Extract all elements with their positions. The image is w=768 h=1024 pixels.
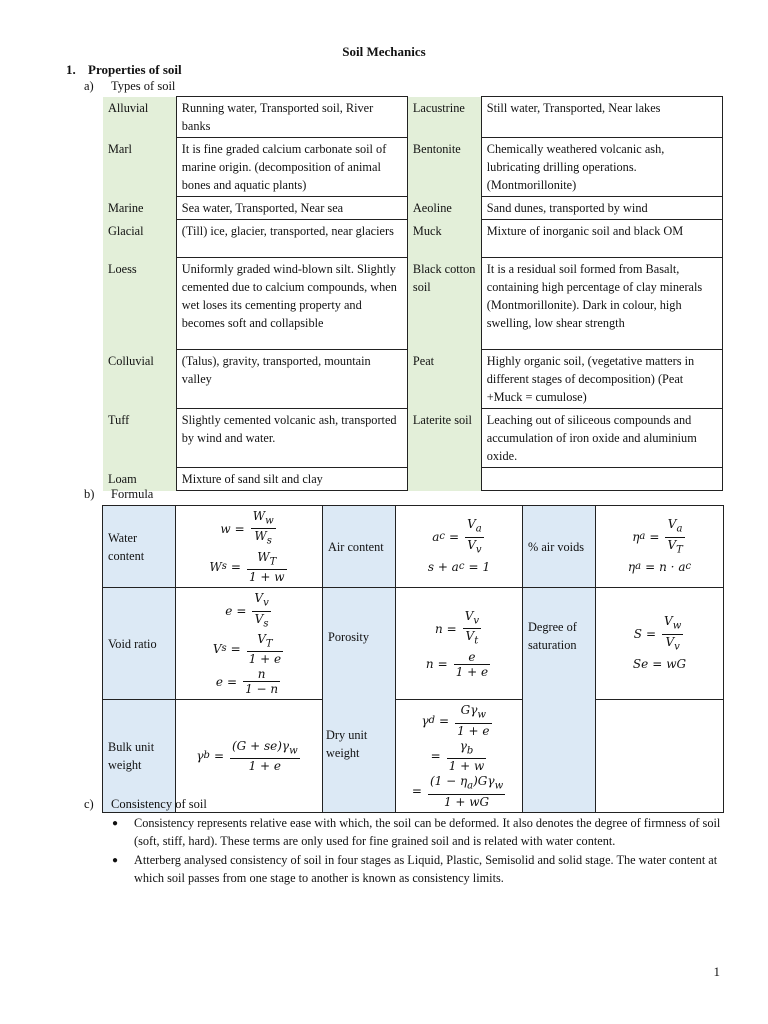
label-porosity: Porosity <box>323 588 396 812</box>
soil-name <box>407 468 481 491</box>
formula-table <box>102 505 724 813</box>
subheading-label: Consistency of soil <box>111 797 207 811</box>
soil-row <box>103 468 723 491</box>
soil-description: It is a residual soil formed from Basalt, containing high percentage of clay minerals (Montmorillonite). Dark in colour, high swelling, low shear strength <box>481 258 722 350</box>
soil-description: Leaching out of siliceous compounds and accumulation of iron oxide and aluminium oxide. <box>481 409 722 468</box>
empty-cell <box>596 700 724 812</box>
bullet-text: Atterberg analysed consistency of soil in four stages as Liquid, Plastic, Semisolid and solid stage. The water content at which soil passes from one stage to another is known as consistency limits. <box>134 853 718 885</box>
soil-name: Lacustrine <box>407 97 481 138</box>
subheading-formula <box>84 487 153 502</box>
label-air-content: Air content <box>323 506 396 588</box>
formula-porosity: n = $\frac{V_v}{V_t}$ n = $\frac{e}{1 + e}$ <box>396 588 523 700</box>
soil-row <box>103 220 723 258</box>
soil-description: Mixture of inorganic soil and black OM <box>481 220 722 258</box>
soil-types-table <box>103 96 723 491</box>
soil-name: Marl <box>103 138 176 197</box>
soil-name: Muck <box>407 220 481 258</box>
soil-name: Black cotton soil <box>407 258 481 350</box>
label-dry-unit-weight: Dry unit weight <box>326 728 368 760</box>
formula-bulk-unit-weight: γ b = $\frac{(G + se)\gamma_w}{1 + e}$ <box>176 700 323 812</box>
subheading-letter: a) <box>84 79 94 93</box>
soil-description: Sea water, Transported, Near sea <box>176 197 407 220</box>
soil-description: Uniformly graded wind-blown silt. Slightly cemented due to calcium compounds, when wet loses its cementing property and becomes soft and collapsible <box>176 258 407 350</box>
soil-description: It is fine graded calcium carbonate soil of marine origin. (decomposition of animal bones and aquatic plants) <box>176 138 407 197</box>
soil-description: (Talus), gravity, transported, mountain valley <box>176 350 407 409</box>
subheading-letter: c) <box>84 797 94 811</box>
soil-description <box>481 468 722 491</box>
soil-name: Bentonite <box>407 138 481 197</box>
soil-name: Colluvial <box>103 350 176 409</box>
soil-name: Peat <box>407 350 481 409</box>
soil-description: Slightly cemented volcanic ash, transported by wind and water. <box>176 409 407 468</box>
subheading-types <box>84 79 175 94</box>
label-air-voids: % air voids <box>523 506 596 588</box>
formula-air-voids: η a = $\frac{V_a}{V_T}$ η a = n · a c <box>596 506 724 588</box>
soil-name: Laterite soil <box>407 409 481 468</box>
label-degree-saturation: Degree of saturation <box>523 588 596 812</box>
soil-name: Loam <box>103 468 176 491</box>
soil-name: Aeoline <box>407 197 481 220</box>
label-water-content: Water content <box>103 506 176 588</box>
bullet-item <box>112 815 724 850</box>
formula-degree-saturation: S = $\frac{V_w}{V_v}$ Se = wG <box>596 588 724 700</box>
soil-description: Mixture of sand silt and clay <box>176 468 407 491</box>
soil-name: Marine <box>103 197 176 220</box>
consistency-bullets <box>112 815 724 889</box>
page-title: Soil Mechanics <box>342 44 426 59</box>
soil-row <box>103 258 723 350</box>
soil-name: Loess <box>103 258 176 350</box>
section-heading <box>66 62 182 78</box>
soil-description: Still water, Transported, Near lakes <box>481 97 722 138</box>
soil-row <box>103 197 723 220</box>
soil-description: Sand dunes, transported by wind <box>481 197 722 220</box>
formula-dry-unit-weight: γ d = $\frac{G\gamma_w}{1 + e}$ = $\frac{\gamma_b}{1 + w}$ = $\frac{(1 - \eta_a)G\gamma_w}{1 + wG}$ <box>396 700 523 812</box>
soil-name: Tuff <box>103 409 176 468</box>
subheading-letter: b) <box>84 487 95 501</box>
bullet-item <box>112 852 724 887</box>
soil-row <box>103 138 723 197</box>
soil-row <box>103 409 723 468</box>
formula-void-ratio: e = $\frac{V_v}{V_s}$ V s = $\frac{V_T}{1 + e}$ e = $\frac{n}{1 - n}$ <box>176 588 323 700</box>
soil-name: Glacial <box>103 220 176 258</box>
subheading-label: Formula <box>111 487 154 501</box>
soil-description: Chemically weathered volcanic ash, lubricating drilling operations. (Montmorillonite) <box>481 138 722 197</box>
formula-water-content: w = $\frac{W_w}{W_s}$ W s = $\frac{W_T}{1 + w}$ <box>176 506 323 588</box>
label-bulk-unit-weight: Bulk unit weight <box>103 700 176 812</box>
bullet-icon: ● <box>112 818 119 829</box>
label-void-ratio: Void ratio <box>103 588 176 700</box>
soil-name: Alluvial <box>103 97 176 138</box>
formula-air-content: a c = $\frac{V_a}{V_v}$ s + a c = 1 <box>396 506 523 588</box>
soil-description: (Till) ice, glacier, transported, near glaciers <box>176 220 407 258</box>
bullet-text: Consistency represents relative ease with which, the soil can be deformed. It also denotes the degree of firmness of soil (soft, stiff, hard). These terms are only used for fine grained soil and is related with water content. <box>134 816 721 848</box>
page-number: 1 <box>713 964 720 979</box>
subheading-label: Types of soil <box>111 79 176 93</box>
soil-description: Highly organic soil, (vegetative matters in different stages of decomposition) (Peat +Muck = cumulose) <box>481 350 722 409</box>
bullet-icon: ● <box>112 855 119 866</box>
section-number: 1. <box>66 62 76 77</box>
soil-row <box>103 350 723 409</box>
section-label: Properties of soil <box>88 62 182 77</box>
subheading-consistency <box>84 797 207 812</box>
soil-description: Running water, Transported soil, River banks <box>176 97 407 138</box>
soil-row <box>103 97 723 138</box>
